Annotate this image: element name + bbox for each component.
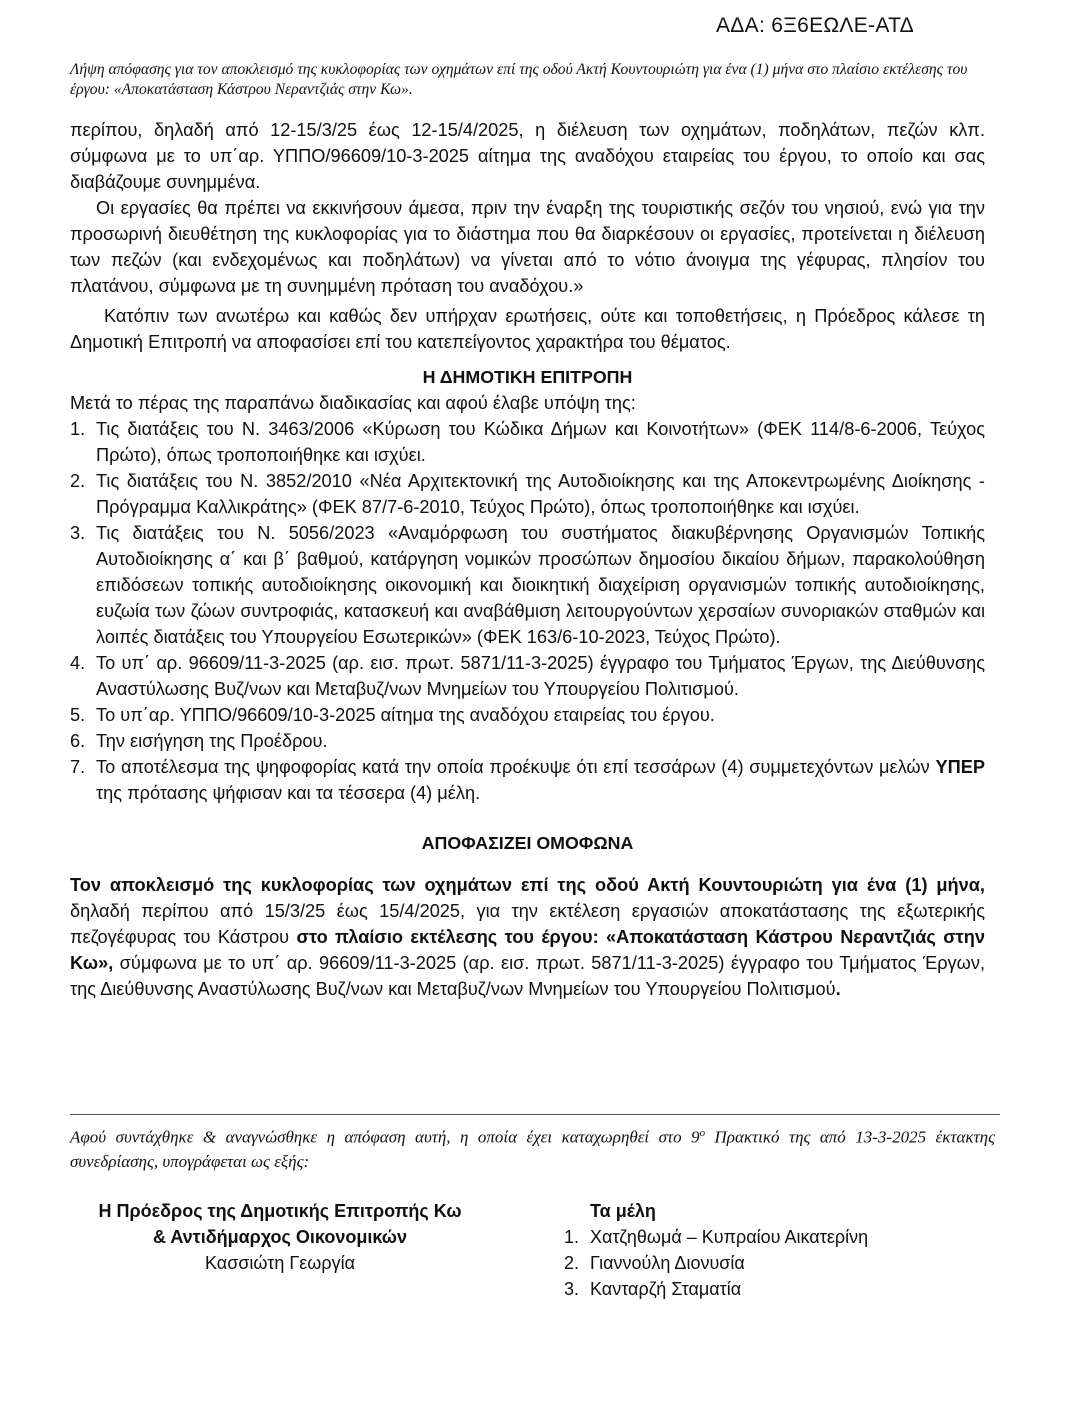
president-role: & Αντιδήμαρχος Οικονομικών	[152, 1227, 407, 1247]
list-item: 2. Τις διατάξεις του Ν. 3852/2010 «Νέα Αρχιτεκτονική της Αυτοδιοίκησης και της Αποκεντρωμένης Διοίκησης - Πρόγραμμα Καλλικράτης» (ΦΕΚ 87/7-6-2010, Τεύχος Πρώτο), όπως τροποποιήθηκε και ισχύει.	[70, 471, 985, 517]
president-title: Η Πρόεδρος της Δημοτικής Επιτροπής Κω	[98, 1201, 462, 1221]
list-item: 6. Την εισήγηση της Προέδρου.	[70, 731, 328, 751]
list-item: 7. Το αποτέλεσμα της ψηφοφορίας κατά την οποία προέκυψε ότι επί τεσσάρων (4) συμμετεχόντων μελών ΥΠΕΡ της πρότασης ψήφισαν και τα τέσσερα (4) μέλη.	[70, 757, 985, 803]
members-list	[560, 1224, 980, 1302]
document-body	[70, 117, 985, 1002]
list-item: 1. Τις διατάξεις του Ν. 3463/2006 «Κύρωση του Κώδικα Δήμων και Κοινοτήτων» (ΦΕΚ 114/8-6-2006, Τεύχος Πρώτο), όπως τροποποιήθηκε και ισχύει.	[70, 419, 985, 465]
list-item: 3. Κανταρζή Σταματία	[564, 1279, 742, 1299]
list-item: 3. Τις διατάξεις του Ν. 5056/2023 «Αναμόρφωση του συστήματος διακυβέρνησης Οργανισμών Τοπικής Αυτοδιοίκησης α΄ και β΄ βαθμού, κατάργηση νομικών προσώπων δημοσίου δικαίου δήμων, παρακολούθηση επιδόσεων τοπικής αυτοδιοίκησης οικονομική και διοικητική διαχείριση οργανισμών τοπικής αυτοδιοίκησης, ευζωία των ζώων συντροφιάς, κατασκευή και αναβάθμιση λειτουργούντων χερσαίων συνοριακών σταθμών και λοιπές διατάξεις του Υπουργείου Εσωτερικών» (ΦΕΚ 163/6-10-2023, Τεύχος Πρώτο).	[70, 523, 985, 647]
vote-result-bold: ΥΠΕΡ	[935, 757, 985, 777]
paragraph-2: Οι εργασίες θα πρέπει να εκκινήσουν άμεσα, πριν την έναρξη της τουριστικής σεζόν του νησιού, ενώ για την προσωρινή διευθέτηση της κυκλοφορίας για το διάστημα που θα διαρκέσουν οι εργασίες, προτείνεται η διέλευση των πεζών (και ενδεχομένως και ποδηλάτων) να γίνεται από το νότιο άνοιγμα της γέφυρας, πλησίον του πλατάνου, σύμφωνα με τη συνημμένη πρόταση του αναδόχου.»	[70, 198, 985, 296]
considerations-list	[70, 416, 985, 806]
paragraph-1: περίπου, δηλαδή από 12-15/3/25 έως 12-15/4/2025, η διέλευση των οχημάτων, ποδηλάτων, πεζών κλπ. σύμφωνα με το υπ΄αρ. ΥΠΠΟ/96609/10-3-2025 αίτημα της αναδόχου εταιρείας του έργου, το οποίο και σας διαβάζουμε συνημμένα.	[70, 120, 985, 192]
paragraph-3: Κατόπιν των ανωτέρω και καθώς δεν υπήρχαν ερωτήσεις, ούτε και τοποθετήσεις, η Πρόεδρος κάλεσε τη Δημοτική Επιτροπή να αποφασίσει επί του κατεπείγοντος χαρακτήρα του θέματος.	[70, 306, 985, 352]
section-heading-decision: ΑΠΟΦΑΣΙΖΕΙ ΟΜΟΦΩΝΑ	[421, 833, 634, 853]
ada-code: ΑΔΑ: 6Ξ6ΕΩΛΕ-ΑΤΔ	[716, 14, 914, 37]
decision-paragraph: Τον αποκλεισμό της κυκλοφορίας των οχημάτων επί της οδού Ακτή Κουντουριώτη για ένα (1) μήνα, δηλαδή περίπου από 15/3/25 έως 15/4/2025, για την εκτέλεση εργασιών αποκατάστασης της εξωτερικής πεζογέφυρας του Κάστρου στο πλαίσιο εκτέλεσης του έργου: «Αποκατάσταση Κάστρου Νεραντζιάς στην Κω», σύμφωνα με το υπ΄ αρ. 96609/11-3-2025 (αρ. εισ. πρωτ. 5871/11-3-2025) έγγραφο του Τμήματος Έργων, της Διεύθυνσης Αναστύλωσης Βυζ/νων και Μεταβυζ/νων Μνημείων του Υπουργείου Πολιτισμού.	[70, 875, 985, 999]
president-signature-block	[80, 1198, 480, 1276]
list-item: 5. Το υπ΄αρ. ΥΠΠΟ/96609/10-3-2025 αίτημα της αναδόχου εταιρείας του έργου.	[70, 705, 715, 725]
running-header: Λήψη απόφασης για τον αποκλεισμό της κυκλοφορίας των οχημάτων επί της οδού Ακτή Κουντουριώτη για ένα (1) μήνα στο πλαίσιο εκτέλεσης του έργου: «Αποκατάσταση Κάστρου Νεραντζιάς στην Κω».	[70, 61, 968, 98]
president-name: Κασσιώτη Γεωργία	[205, 1253, 355, 1273]
list-item: 1. Χατζηθωμά – Κυπραίου Αικατερίνη	[564, 1227, 869, 1247]
divider-line	[70, 1114, 1000, 1115]
list-item: 2. Γιαννούλη Διονυσία	[564, 1253, 745, 1273]
section-heading-committee: Η ΔΗΜΟΤΙΚΗ ΕΠΙΤΡΟΠΗ	[422, 367, 633, 387]
closing-statement: Αφού συντάχθηκε & αναγνώσθηκε η απόφαση αυτή, η οποία έχει καταχωρηθεί στο $9^o$ Πρακτικό της από 13-3-2025 έκτακτης συνεδρίασης, υπογράφεται ως εξής:	[70, 1127, 995, 1171]
list-item: 4. Το υπ΄ αρ. 96609/11-3-2025 (αρ. εισ. πρωτ. 5871/11-3-2025) έγγραφο του Τμήματος Έργων, της Διεύθυνσης Αναστύλωσης Βυζ/νων και Μεταβυζ/νων Μνημείων του Υπουργείου Πολιτισμού.	[70, 653, 985, 699]
members-title: Τα μέλη	[590, 1201, 656, 1221]
members-signature-block	[560, 1198, 980, 1302]
considerations-intro: Μετά το πέρας της παραπάνω διαδικασίας και αφού έλαβε υπόψη της:	[70, 393, 636, 413]
